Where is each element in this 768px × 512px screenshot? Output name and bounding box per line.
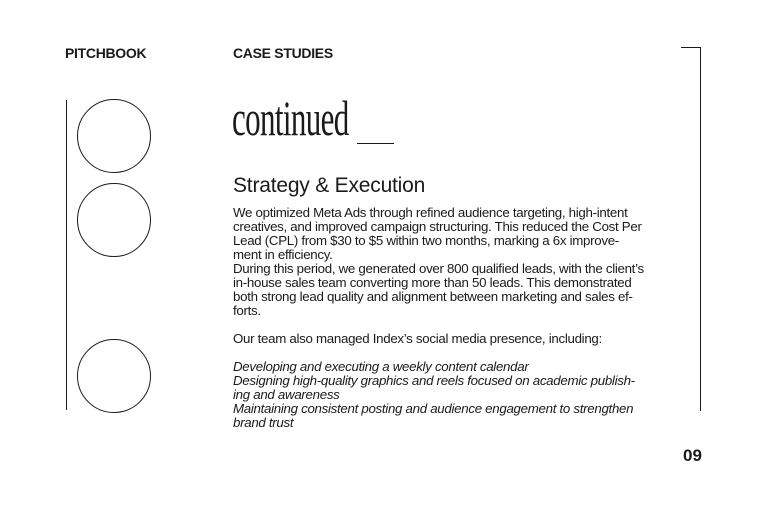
body-text	[233, 206, 663, 430]
bracket-right-rule	[700, 47, 701, 411]
body-line: Lead (CPL) from $30 to $5 within two months, marking a 6x improve-	[233, 233, 619, 248]
body-line: Our team also managed Index’s social media presence, including:	[233, 331, 602, 346]
bracket-top-rule	[681, 47, 701, 48]
list-item: Maintaining consistent posting and audience engagement to strengthen	[233, 401, 634, 416]
decorative-circle-1	[77, 99, 151, 173]
list-item: Developing and executing a weekly content calendar	[233, 359, 529, 374]
section-label: CASE STUDIES	[233, 45, 333, 61]
body-line: ment in efficiency.	[233, 247, 333, 262]
title-underline	[357, 143, 394, 144]
list-item: brand trust	[233, 415, 294, 430]
list-item: Designing high-quality graphics and reels focused on academic publish-	[233, 373, 635, 388]
body-line: During this period, we generated over 800 qualified leads, with the client’s	[233, 261, 644, 276]
page-title: continued	[232, 90, 349, 146]
decorative-circle-3	[77, 339, 151, 413]
decorative-circle-2	[77, 183, 151, 257]
page-number: 09	[683, 446, 702, 465]
left-vertical-rule	[66, 100, 67, 410]
body-line: creatives, and improved campaign structuring. This reduced the Cost Per	[233, 219, 642, 234]
body-line: We optimized Meta Ads through refined audience targeting, high-intent	[233, 205, 628, 220]
list-item: ing and awareness	[233, 387, 340, 402]
body-line: both strong lead quality and alignment between marketing and sales ef-	[233, 289, 633, 304]
body-line: forts.	[233, 303, 261, 318]
brand-label: PITCHBOOK	[65, 45, 147, 61]
body-line: in-house sales team converting more than 50 leads. This demonstrated	[233, 275, 632, 290]
section-heading: Strategy & Execution	[233, 174, 426, 197]
